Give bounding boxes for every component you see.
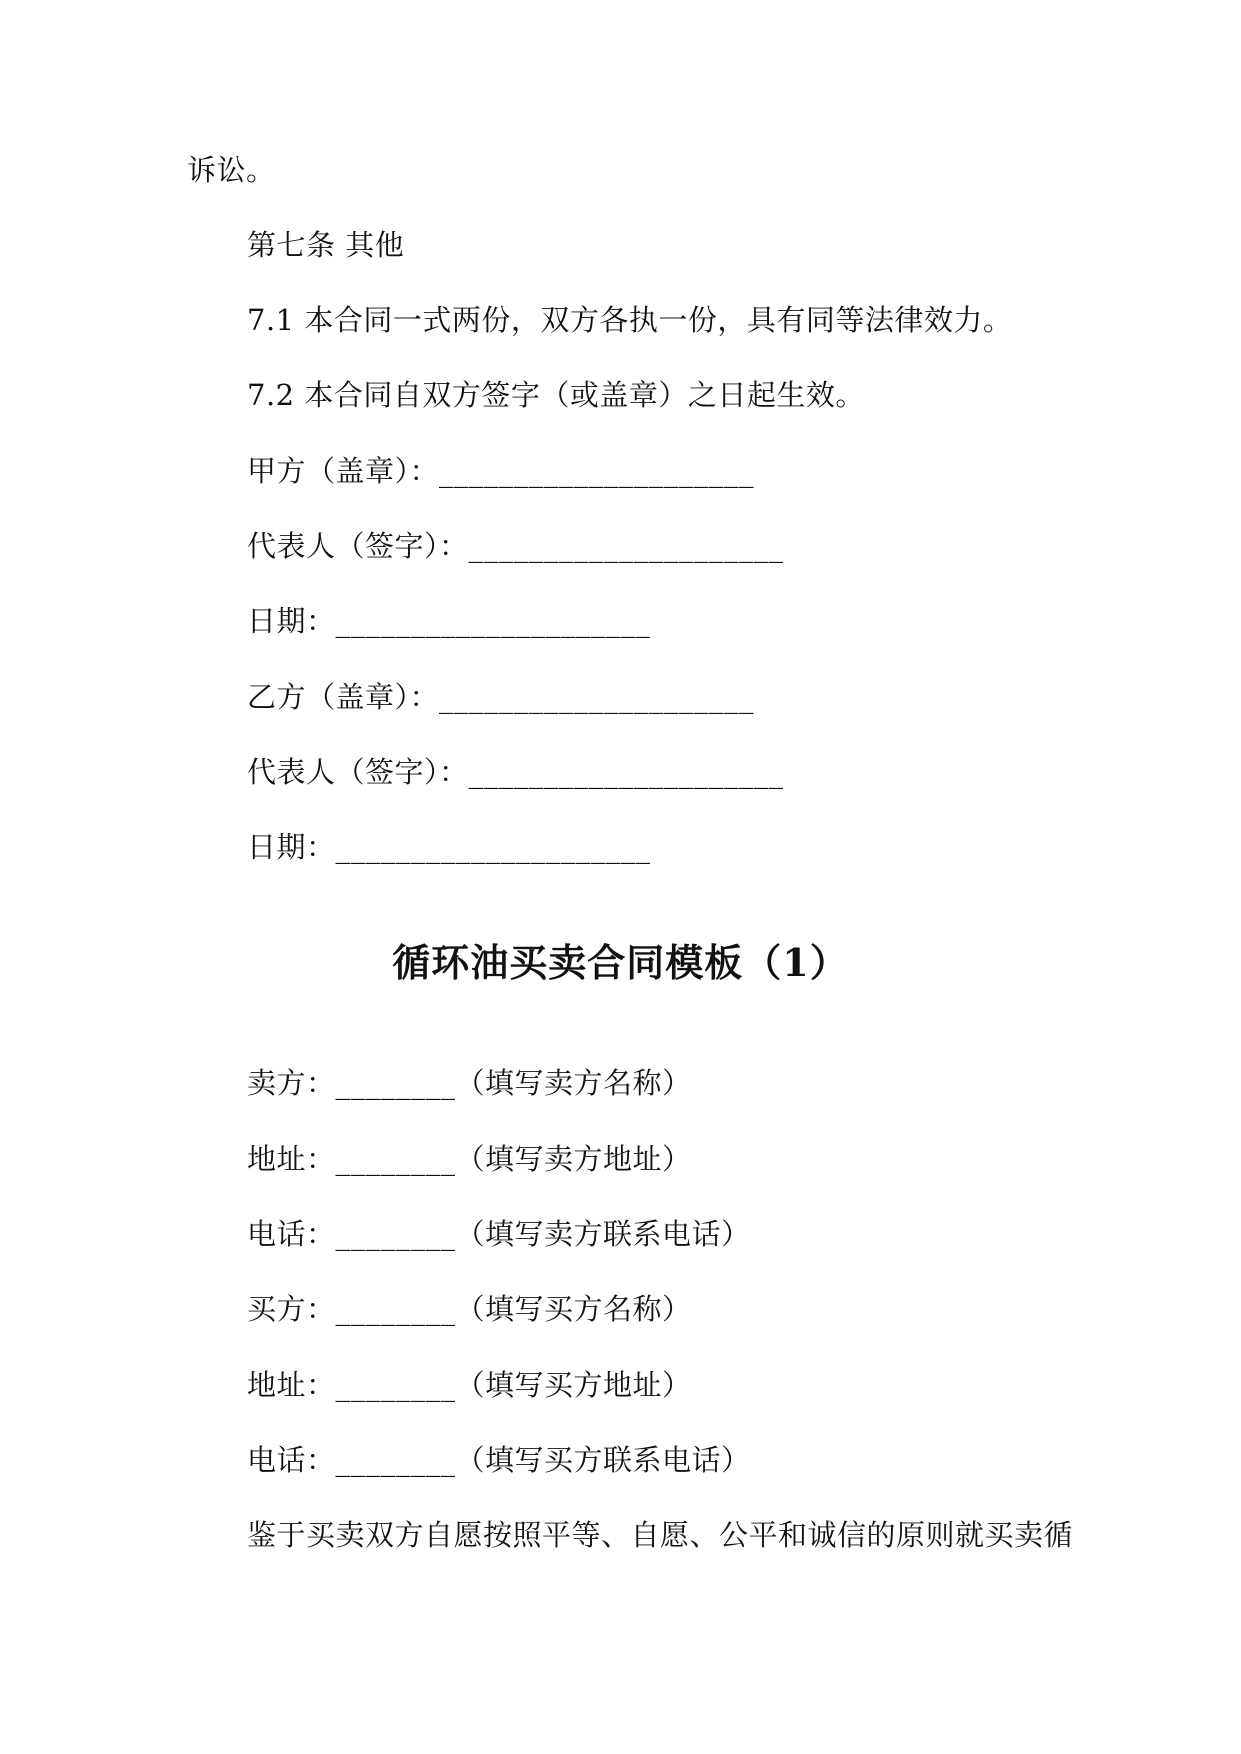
party-b-representative-line: 代表人（签字）：_____________________ bbox=[247, 755, 784, 789]
party-b-date-line: 日期：_____________________ bbox=[247, 830, 651, 864]
seller-phone-line: 电话：________（填写卖方联系电话） bbox=[247, 1217, 751, 1251]
buyer-phone-line: 电话：________（填写买方联系电话） bbox=[247, 1443, 751, 1477]
seller-name-line: 卖方：________（填写卖方名称） bbox=[247, 1066, 692, 1100]
party-a-representative-line: 代表人（签字）：_____________________ bbox=[247, 529, 784, 563]
clause-7-1: 7.1 本合同一式两份，双方各执一份，具有同等法律效力。 bbox=[247, 303, 1013, 337]
party-a-date-line: 日期：_____________________ bbox=[247, 604, 651, 638]
party-b-seal-line: 乙方（盖章）：_____________________ bbox=[247, 680, 755, 714]
article-7-heading: 第七条 其他 bbox=[247, 228, 405, 262]
party-a-seal-line: 甲方（盖章）：_____________________ bbox=[247, 454, 755, 488]
preamble-paragraph: 鉴于买卖双方自愿按照平等、自愿、公平和诚信的原则就买卖循 bbox=[247, 1518, 1074, 1552]
clause-7-2: 7.2 本合同自双方签字（或盖章）之日起生效。 bbox=[247, 378, 865, 412]
continuation-text: 诉讼。 bbox=[187, 153, 276, 187]
buyer-address-line: 地址：________（填写买方地址） bbox=[247, 1368, 692, 1402]
buyer-name-line: 买方：________（填写买方名称） bbox=[247, 1292, 692, 1326]
seller-address-line: 地址：________（填写卖方地址） bbox=[247, 1142, 692, 1176]
contract-title: 循环油买卖合同模板（1） bbox=[392, 940, 849, 985]
